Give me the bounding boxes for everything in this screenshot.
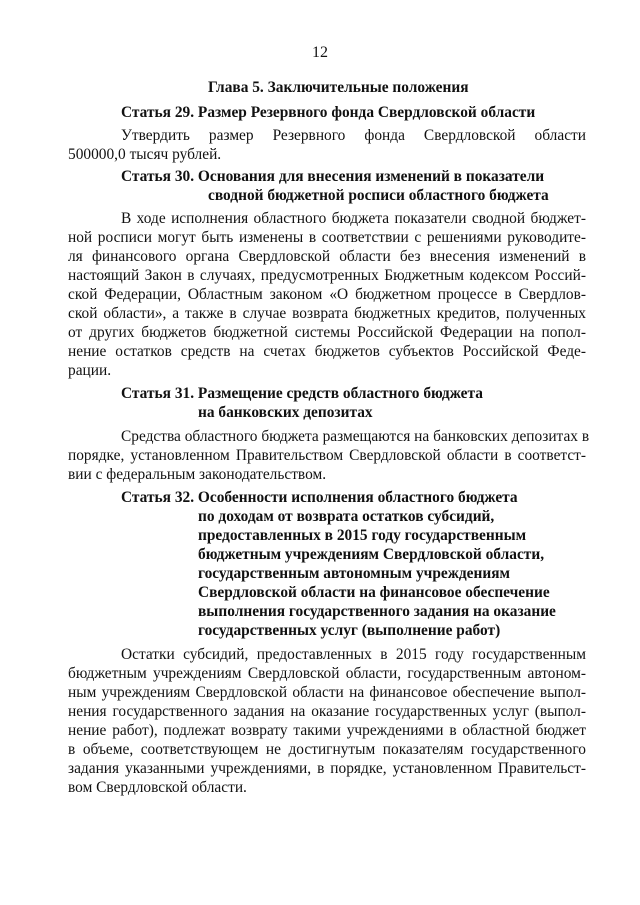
article-30-line-7: от других бюджетов бюджетной системы Российской Федерации на попол- (68, 324, 586, 341)
article-32-line-2: бюджетным учреждениям Свердловской области, государственным автоном- (68, 665, 586, 682)
article-30-line-3: ля финансового органа Свердловской области без внесения изменений в (68, 248, 586, 265)
article-32-title-line-1: Статья 32. Особенности исполнения областного бюджета (121, 489, 518, 506)
article-31-line-1: Средства областного бюджета размещаются на банковских депозитах в (121, 428, 590, 445)
article-30-title-line-2: сводной бюджетной росписи областного бюджета (208, 187, 549, 204)
article-32-title-line-3: предоставленных в 2015 году государственным (198, 527, 527, 544)
article-32-line-6: в объеме, соответствующем не достигнутым показателям государственного (68, 741, 586, 758)
article-31-title-line-1: Статья 31. Размещение средств областного бюджета (121, 385, 483, 402)
article-30-line-6: ской области», а также в случае возврата бюджетных кредитов, полученных (68, 305, 586, 322)
article-32-title-line-2: по доходам от возврата остатков субсидий, (198, 508, 495, 525)
article-31-line-2: порядке, установленном Правительством Свердловской области в соответст- (68, 447, 586, 464)
article-32-title-line-4: бюджетным учреждениям Свердловской области, (198, 546, 545, 563)
article-31-line-3: вии с федеральным законодательством. (68, 466, 327, 483)
article-32-line-7: задания указанными учреждениями, в порядке, установленном Правительст- (68, 760, 586, 777)
article-32-title-line-8: государственных услуг (выполнение работ) (198, 622, 501, 639)
article-32-line-5: нение работ), подлежат возврату такими учреждениями в областной бюджет (68, 722, 586, 739)
article-29-line-2: 500000,0 тысяч рублей. (68, 146, 222, 163)
article-29-line-1: Утвердить размер Резервного фонда Свердловской области (121, 127, 586, 144)
chapter-title: Глава 5. Заключительные положения (208, 79, 469, 96)
article-30-title-line-1: Статья 30. Основания для внесения изменений в показатели (121, 168, 545, 185)
article-30-line-1: В ходе исполнения областного бюджета показатели сводной бюджет- (121, 210, 586, 227)
article-32-line-8: вом Свердловской области. (68, 779, 247, 796)
article-30-line-9: рации. (68, 362, 112, 379)
article-30-line-4: настоящий Закон в случаях, предусмотренных Бюджетным кодексом Россий- (68, 267, 586, 284)
article-32-title-line-6: Свердловской области на финансовое обеспечение (198, 584, 550, 601)
article-30-line-8: нение остатков средств на счетах бюджетов субъектов Российской Феде- (68, 343, 586, 360)
article-32-title-line-5: государственным автономным учреждениям (198, 565, 511, 582)
article-30-line-5: ской Федерации, Областным законом «О бюджетном процессе в Свердлов- (68, 286, 586, 303)
page-number: 12 (312, 44, 328, 61)
article-29-title: Статья 29. Размер Резервного фонда Свердловской области (121, 104, 536, 121)
article-31-title-line-2: на банковских депозитах (198, 404, 373, 421)
article-32-line-4: нения государственного задания на оказание государственных услуг (выпол- (68, 703, 586, 720)
article-32-line-3: ным учреждениям Свердловской области на финансовое обеспечение выпол- (68, 684, 586, 701)
article-32-title-line-7: выполнения государственного задания на оказание (198, 603, 556, 620)
article-30-line-2: ной росписи могут быть изменены в соответствии с решениями руководите- (68, 229, 586, 246)
article-32-line-1: Остатки субсидий, предоставленных в 2015 году государственным (121, 646, 586, 663)
